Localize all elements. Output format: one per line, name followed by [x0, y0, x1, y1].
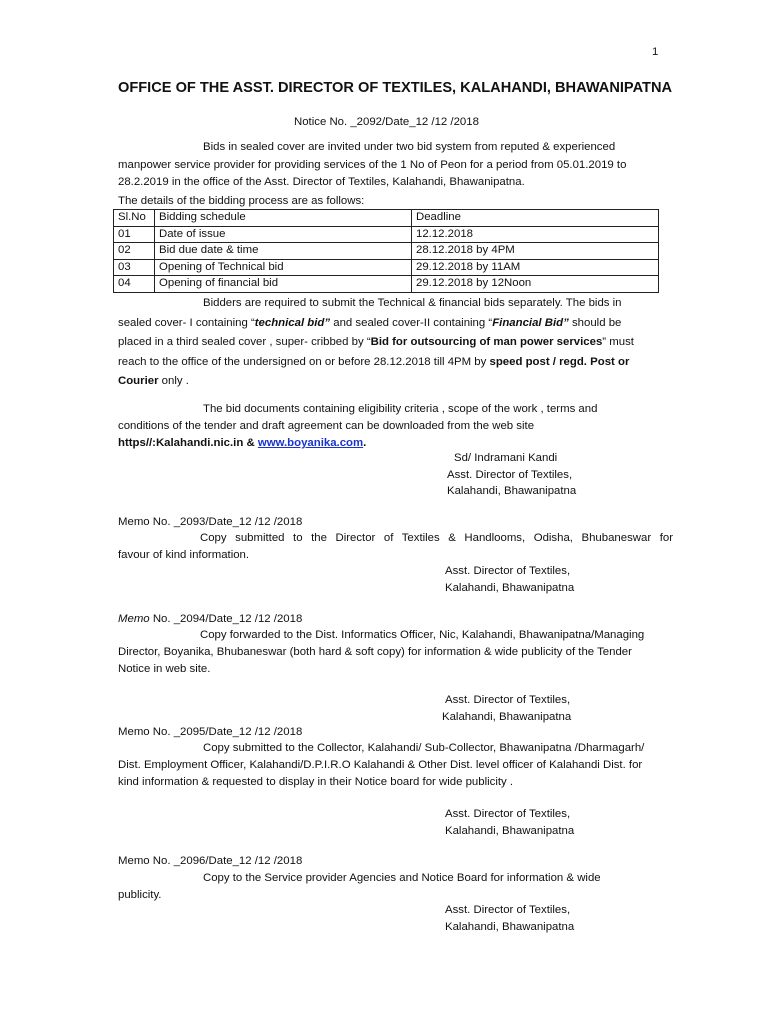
- page-number: 1: [652, 46, 659, 58]
- bidders-line-3: [118, 333, 673, 353]
- signatory-office: Kalahandi, Bhawanipatna: [447, 485, 577, 497]
- memo-1-line-1: Copy submitted to the Director of Textiles & Handlooms, Odisha, Bhubaneswar for: [200, 532, 673, 544]
- memo-3-line-1: Copy submitted to the Collector, Kalahandi/ Sub-Collector, Bhawanipatna /Dharmagarh/: [203, 742, 645, 754]
- memo-2-number: [118, 612, 302, 626]
- table-header-cell: Bidding schedule: [155, 210, 412, 227]
- table-row: [114, 243, 659, 260]
- docs-line-2: conditions of the tender and draft agreement can be downloaded from the web site: [118, 420, 535, 432]
- signatory-designation: Asst. Director of Textiles,: [445, 904, 571, 916]
- memo-2-line-1: Copy forwarded to the Dist. Informatics Officer, Nic, Kalahandi, Bhawanipatna/Managing: [200, 629, 645, 641]
- memo-1-line-2: favour of kind information.: [118, 549, 250, 561]
- signatory-office: Kalahandi, Bhawanipatna: [442, 710, 572, 723]
- notice-number: Notice No. _2092/Date_12 /12 /2018: [294, 116, 479, 128]
- bid-subject-text: Bid for outsourcing of man power services: [370, 336, 603, 348]
- table-cell: Opening of financial bid: [155, 276, 412, 293]
- signatory-office: Kalahandi, Bhawanipatna: [445, 920, 575, 933]
- table-row: [114, 259, 659, 276]
- text: placed in a third sealed cover , super- cribbed by “: [118, 336, 371, 348]
- text: sealed cover- I containing “: [118, 316, 255, 329]
- table-cell: 03: [114, 259, 155, 276]
- table-cell: 28.12.2018 by 4PM: [412, 243, 659, 260]
- signatory-name: Sd/ Indramani Kandi: [454, 452, 558, 464]
- intro-line-4: The details of the bidding process are as follows:: [118, 195, 365, 207]
- bidders-line-5: [118, 372, 673, 392]
- memo-4-body: [118, 870, 673, 904]
- signatory-designation: Asst. Director of Textiles,: [445, 565, 571, 577]
- financial-bid-text: Financial Bid”: [492, 316, 569, 329]
- memo-1-signature: [445, 563, 574, 596]
- memo-4-line-1: Copy to the Service provider Agencies and Notice Board for information & wide: [203, 872, 601, 884]
- table-header-row: [114, 210, 659, 227]
- memo-3-line-2: Dist. Employment Officer, Kalahandi/D.P.I.R.O Kalahandi & Other Dist. level officer of Kalahandi Dist. for: [118, 759, 643, 771]
- signatory-designation: Asst. Director of Textiles,: [445, 694, 571, 706]
- memo-3-line-3: kind information & requested to display in their Notice board for wide publicity .: [118, 776, 514, 788]
- technical-bid-text: technical bid”: [254, 316, 331, 329]
- bidders-line-2: [118, 314, 673, 334]
- bidders-line-4: [118, 353, 673, 373]
- table-row: [114, 226, 659, 243]
- table-cell: Bid due date & time: [155, 243, 412, 260]
- table-cell: 02: [114, 243, 155, 260]
- table-cell: 29.12.2018 by 11AM: [412, 259, 659, 276]
- intro-line-3: 28.2.2019 in the office of the Asst. Director of Textiles, Kalahandi, Bhawanipatna.: [118, 176, 525, 188]
- memo-4-signature: [445, 902, 574, 935]
- memo-label: Memo: [118, 613, 150, 625]
- memo-2-line-3: Notice in web site.: [118, 663, 211, 675]
- docs-line-3: [118, 435, 673, 452]
- memo-3-signature: [445, 806, 574, 839]
- bidders-paragraph: [118, 294, 673, 392]
- table-cell: 12.12.2018: [412, 226, 659, 243]
- table-cell: Opening of Technical bid: [155, 259, 412, 276]
- text: ” must: [602, 336, 634, 348]
- bidders-line-1: Bidders are required to submit the Technical & financial bids separately. The bids in: [203, 297, 622, 309]
- intro-line-2: manpower service provider for providing services of the 1 No of Peon for a period from 05.01.2019 to: [118, 158, 627, 171]
- table-cell: 01: [114, 226, 155, 243]
- memo-2-body: [118, 627, 673, 678]
- delivery-mode-text: speed post / regd. Post or: [489, 355, 630, 368]
- docs-line-1: The bid documents containing eligibility criteria , scope of the work , terms and: [203, 403, 598, 415]
- documents-paragraph: [118, 401, 673, 452]
- memo-4-number: Memo No. _2096/Date_12 /12 /2018: [118, 855, 303, 867]
- memo-1-body: [118, 530, 673, 564]
- nic-website-text: https//:Kalahandi.nic.in &: [118, 437, 258, 449]
- main-signature: [447, 450, 576, 500]
- intro-line-1: Bids in sealed cover are invited under two bid system from reputed & experienced: [203, 141, 616, 153]
- table-header-cell: Sl.No: [114, 210, 155, 227]
- boyanika-link[interactable]: www.boyanika.com: [257, 437, 364, 449]
- table-cell: 29.12.2018 by 12Noon: [412, 276, 659, 293]
- memo-3-body: [118, 740, 673, 791]
- intro-paragraph: [118, 139, 673, 192]
- memo-4-line-2: publicity.: [118, 889, 162, 901]
- text: and sealed cover-II containing “: [330, 316, 493, 329]
- table-header-cell: Deadline: [412, 210, 659, 227]
- text: .: [363, 437, 367, 449]
- page-title: OFFICE OF THE ASST. DIRECTOR OF TEXTILES, KALAHANDI, BHAWANIPATNA: [118, 80, 673, 96]
- table-cell: 04: [114, 276, 155, 293]
- memo-1-number: Memo No. _2093/Date_12 /12 /2018: [118, 516, 303, 528]
- memo-2-signature: [442, 692, 572, 725]
- text: reach to the office of the undersigned on or before 28.12.2018 till 4PM by: [118, 355, 490, 368]
- memo-2-line-2: Director, Boyanika, Bhubaneswar (both hard & soft copy) for information & wide publicity of the Tender: [118, 646, 632, 658]
- signatory-office: Kalahandi, Bhawanipatna: [445, 824, 575, 837]
- signatory-designation: Asst. Director of Textiles,: [445, 808, 571, 820]
- text: should be: [568, 316, 622, 329]
- courier-text: Courier: [118, 375, 159, 387]
- memo-3-number: Memo No. _2095/Date_12 /12 /2018: [118, 726, 303, 738]
- signatory-office: Kalahandi, Bhawanipatna: [445, 581, 575, 594]
- table-row: [114, 276, 659, 293]
- signatory-designation: Asst. Director of Textiles,: [447, 468, 573, 481]
- text: only .: [158, 375, 189, 387]
- table-cell: Date of issue: [155, 226, 412, 243]
- memo-number-text: No. _2094/Date_12 /12 /2018: [149, 613, 303, 625]
- bidding-schedule-table: [113, 209, 659, 293]
